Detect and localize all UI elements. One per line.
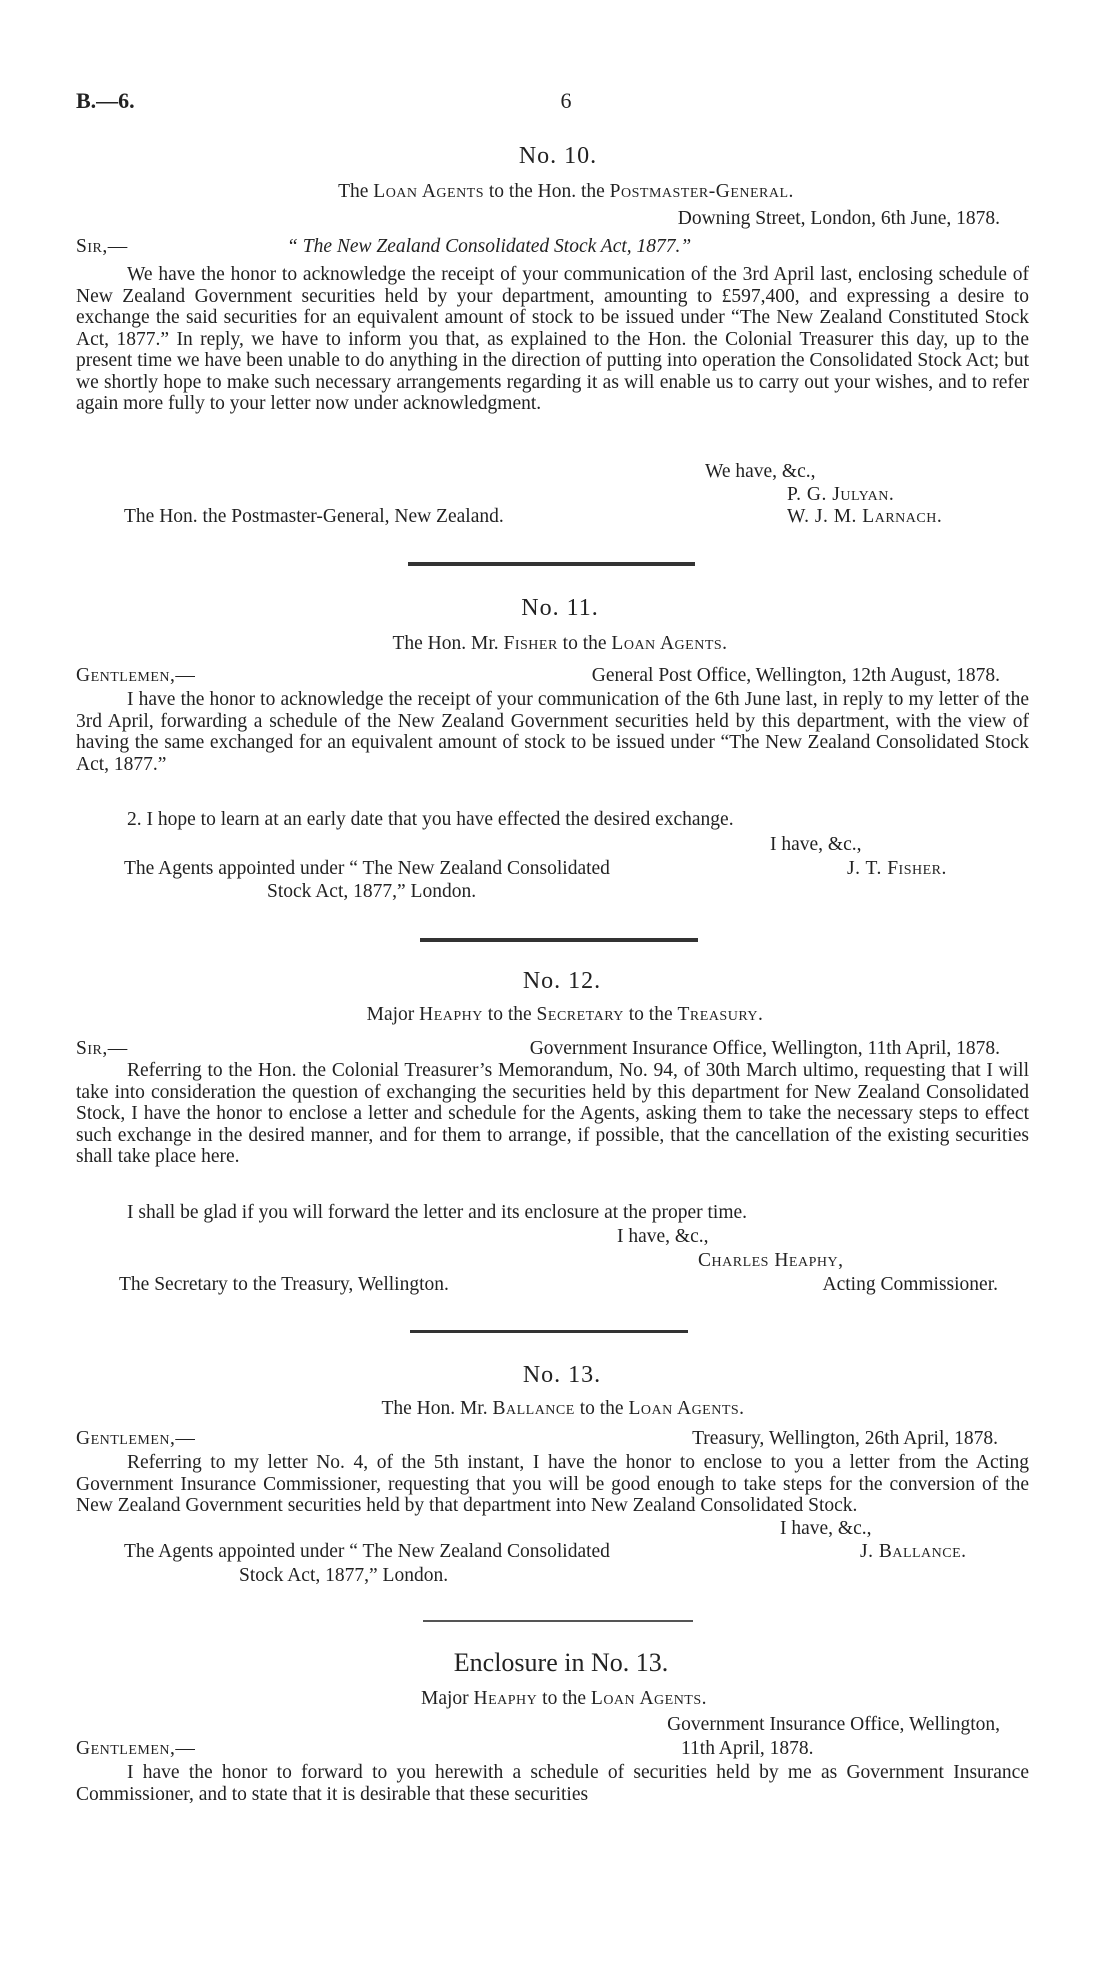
address-date: General Post Office, Wellington, 12th August, 1878. — [591, 665, 1000, 686]
section-divider — [423, 1620, 693, 1622]
letter-heading: The Hon. Mr. Fisher to the Loan Agents. — [392, 633, 728, 654]
address-date: Government Insurance Office, Wellington, 11th April, 1878. — [529, 1038, 1000, 1059]
addressee: Stock Act, 1877,” London. — [239, 1565, 449, 1586]
section-divider — [420, 938, 698, 942]
enclosure-title: Enclosure in No. 13. — [453, 1648, 669, 1677]
salutation: Sir,— — [76, 1038, 128, 1059]
signatory: J. T. Fisher. — [847, 858, 947, 879]
letter-number: No. 10. — [518, 143, 598, 169]
address: Government Insurance Office, Wellington, — [667, 1714, 1000, 1735]
salutation: Gentlemen,— — [76, 1738, 196, 1759]
section-divider — [410, 1330, 688, 1333]
letter-body: We have the honor to acknowledge the receipt of your communication of the 3rd April last, enclosing schedule of New Zealand Government securities held by your department, amounting to £597,400, and expressing a desire to exchange the said securities for an equivalent amount of stock to be issued under “The New Zealand Constituted Stock Act, 1877.” In reply, we have to inform you that, as explained to the Hon. the Colonial Treasurer this day, up to the present time we have been unable to do anything in the direction of putting into operation the Consolidated Stock Act; but we shortly hope to make such necessary arrangements regarding it as will enable us to carry out your wishes, and to refer again more fully to your letter now under acknowledgment. — [76, 264, 1029, 414]
section-divider — [408, 562, 695, 566]
letter-body: Referring to the Hon. the Colonial Treasurer’s Memorandum, No. 94, of 30th March ultimo, requesting that I will take into consideration the question of exchanging the securities held by this department for New Zealand Consolidated Stock, I have the honor to enclose a letter and schedule for the Agents, asking them to take the necessary steps to effect such exchange in the desired manner, and for them to arrange, if possible, that the cancellation of the existing securities shall take place here. — [76, 1060, 1029, 1167]
closing: I have, &c., — [770, 834, 862, 855]
letter-number: No. 13. — [522, 1362, 602, 1388]
signatory: P. G. Julyan. — [787, 484, 895, 505]
signatory: W. J. M. Larnach. — [787, 506, 943, 527]
enclosure-body: I have the honor to forward to you herewith a schedule of securities held by me as Government Insurance Commissioner, and to state that it is desirable that these securities — [76, 1762, 1029, 1805]
closing: I have, &c., — [617, 1226, 709, 1247]
letter-subject: “ The New Zealand Consolidated Stock Act, 1877.” — [287, 236, 692, 257]
letter-heading: The Hon. Mr. Ballance to the Loan Agents. — [381, 1398, 745, 1419]
salutation: Gentlemen,— — [76, 1428, 196, 1449]
salutation: Gentlemen,— — [76, 665, 196, 686]
addressee: The Agents appointed under “ The New Zealand Consolidated — [124, 1541, 610, 1562]
signatory: Charles Heaphy, — [698, 1250, 844, 1271]
letter-heading: The Loan Agents to the Hon. the Postmaster-General. — [338, 181, 794, 202]
address-date: 11th April, 1878. — [681, 1738, 814, 1759]
letter-body: Referring to my letter No. 4, of the 5th instant, I have the honor to enclose to you a letter from the Acting Government Insurance Commissioner, requesting that you will be good enough to take steps for the conversion of the New Zealand Government securities held by that department into New Zealand Consolidated Stock. — [76, 1452, 1029, 1516]
page-number: 6 — [560, 88, 572, 113]
letter-body: I have the honor to acknowledge the receipt of your communication of the 6th June last, in reply to my letter of the 3rd April, forwarding a schedule of the New Zealand Government securities held by this department, with the view of having the same exchanged for an equivalent amount of stock to be issued under “The New Zealand Consolidated Stock Act, 1877.” — [76, 689, 1029, 775]
enclosure-heading: Major Heaphy to the Loan Agents. — [420, 1688, 708, 1709]
letter-body: I shall be glad if you will forward the letter and its enclosure at the proper time. — [127, 1202, 748, 1223]
salutation: Sir,— — [76, 236, 128, 257]
address-date: Downing Street, London, 6th June, 1878. — [677, 208, 1000, 229]
letter-body: 2. I hope to learn at an early date that you have effected the desired exchange. — [127, 809, 734, 830]
letter-number: No. 11. — [521, 595, 599, 621]
address-date: Treasury, Wellington, 26th April, 1878. — [692, 1428, 998, 1449]
signatory-title: Acting Commissioner. — [822, 1274, 998, 1295]
addressee: The Secretary to the Treasury, Wellington. — [119, 1274, 449, 1295]
addressee: Stock Act, 1877,” London. — [267, 881, 477, 902]
addressee: The Hon. the Postmaster-General, New Zealand. — [124, 506, 504, 527]
letter-number: No. 12. — [522, 968, 602, 994]
letter-heading: Major Heaphy to the Secretary to the Treasury. — [366, 1004, 764, 1025]
signatory: J. Ballance. — [860, 1541, 967, 1562]
closing: I have, &c., — [780, 1518, 872, 1539]
closing: We have, &c., — [705, 461, 816, 482]
document-reference: B.—6. — [76, 88, 135, 113]
addressee: The Agents appointed under “ The New Zealand Consolidated — [124, 858, 610, 879]
